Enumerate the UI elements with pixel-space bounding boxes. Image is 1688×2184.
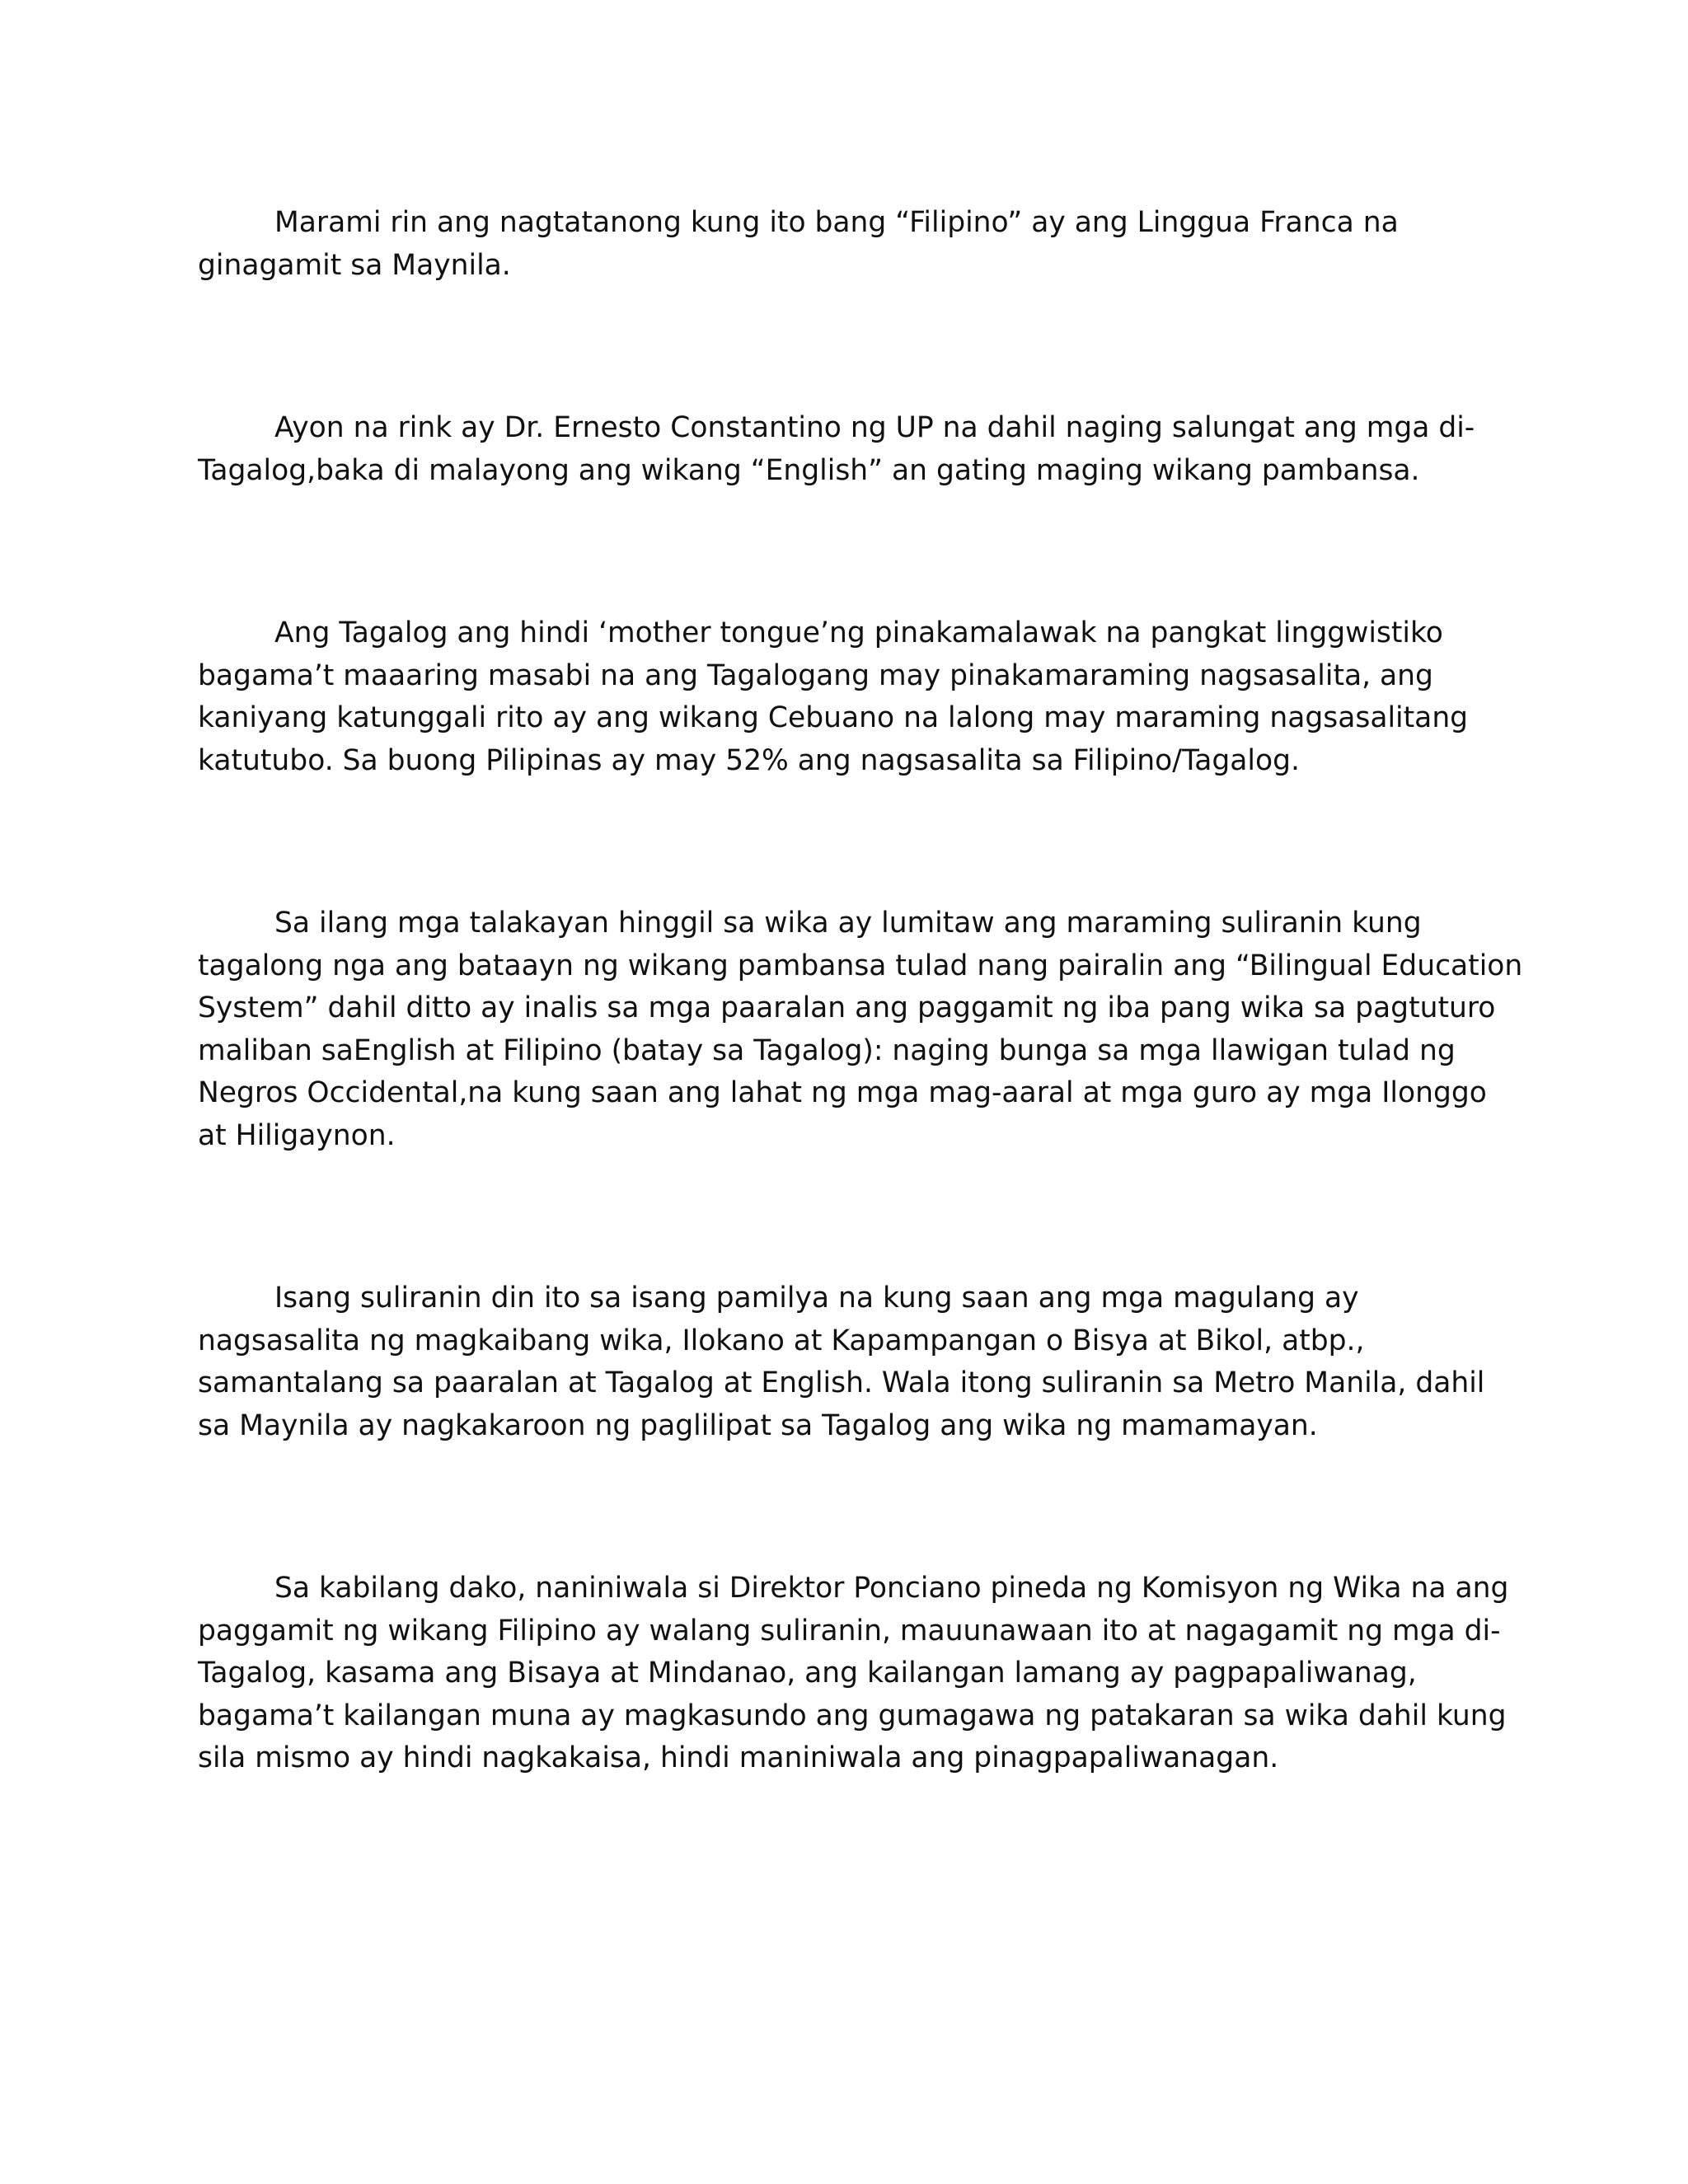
paragraph-line: Sa kabilang dako, naniniwala si Direktor Ponciano pineda ng Komisyon ng Wika na ang bbox=[274, 1572, 1509, 1605]
paragraph-line: samantalang sa paaralan at Tagalog at English. Wala itong suliranin sa Metro Manila, dahil bbox=[198, 1366, 1485, 1399]
paragraph-line: Tagalog, kasama ang Bisaya at Mindanao, ang kailangan lamang ay pagpapaliwanag, bbox=[198, 1657, 1417, 1690]
paragraph-line: Negros Occidental,na kung saan ang lahat ng mga mag-aaral at mga guro ay mga Ilonggo bbox=[198, 1076, 1487, 1109]
paragraph-line: sa Maynila ay nagkakaroon ng paglilipat sa Tagalog ang wika ng mamamayan. bbox=[198, 1408, 1318, 1442]
paragraph-line: sila mismo ay hindi nagkakaisa, hindi maniniwala ang pinagpapaliwanagan. bbox=[198, 1741, 1279, 1774]
paragraph-line: Ang Tagalog ang hindi ‘mother tongue’ng pinakamalawak na pangkat linggwistiko bbox=[274, 616, 1443, 649]
paragraph-line: bagama’t kailangan muna ay magkasundo ang gumagawa ng patakaran sa wika dahil kung bbox=[198, 1699, 1507, 1732]
paragraph-line: at Hiligaynon. bbox=[198, 1118, 396, 1152]
paragraph-line: paggamit ng wikang Filipino ay walang suliranin, mauunawaan ito at nagagamit ng mga di- bbox=[198, 1614, 1501, 1647]
paragraph-line: Marami rin ang nagtatanong kung ito bang “Filipino” ay ang Linggua Franca na bbox=[274, 206, 1399, 239]
paragraph-2 bbox=[198, 407, 1500, 492]
paragraph-line: kaniyang katunggali rito ay ang wikang Cebuano na lalong may maraming nagsasalitang bbox=[198, 701, 1469, 734]
paragraph-line: tagalong nga ang bataayn ng wikang pambansa tulad nang pairalin ang “Bilingual Education bbox=[198, 949, 1523, 982]
document-body bbox=[198, 202, 1523, 1780]
paragraph-line: maliban saEnglish at Filipino (batay sa Tagalog): naging bunga sa mga llawigan tulad ng bbox=[198, 1033, 1456, 1067]
paragraph-6 bbox=[198, 1568, 1509, 1780]
paragraph-5 bbox=[198, 1277, 1500, 1447]
paragraph-line: ginagamit sa Maynila. bbox=[198, 248, 511, 282]
paragraph-line: Ayon na rink ay Dr. Ernesto Constantino ng UP na dahil naging salungat ang mga di- bbox=[274, 411, 1475, 444]
paragraph-line: Sa ilang mga talakayan hinggil sa wika ay lumitaw ang maraming suliranin kung bbox=[274, 907, 1422, 940]
paragraph-line: katutubo. Sa buong Pilipinas ay may 52% ang nagsasalita sa Filipino/Tagalog. bbox=[198, 743, 1300, 777]
paragraph-line: bagama’t maaaring masabi na ang Tagalogang may pinakamaraming nagsasalita, ang bbox=[198, 658, 1433, 692]
paragraph-line: nagsasalita ng magkaibang wika, Ilokano at Kapampangan o Bisya at Bikol, atbp., bbox=[198, 1324, 1365, 1357]
paragraph-4 bbox=[198, 902, 1523, 1157]
paragraph-line: Isang suliranin din ito sa isang pamilya na kung saan ang mga magulang ay bbox=[274, 1282, 1359, 1315]
paragraph-3 bbox=[198, 612, 1500, 782]
paragraph-line: Tagalog,baka di malayong ang wikang “English” an gating maging wikang pambansa. bbox=[198, 453, 1420, 487]
paragraph-1 bbox=[198, 202, 1500, 287]
paragraph-line: System” dahil ditto ay inalis sa mga paaralan ang paggamit ng iba pang wika sa pagtuturo bbox=[198, 991, 1496, 1024]
